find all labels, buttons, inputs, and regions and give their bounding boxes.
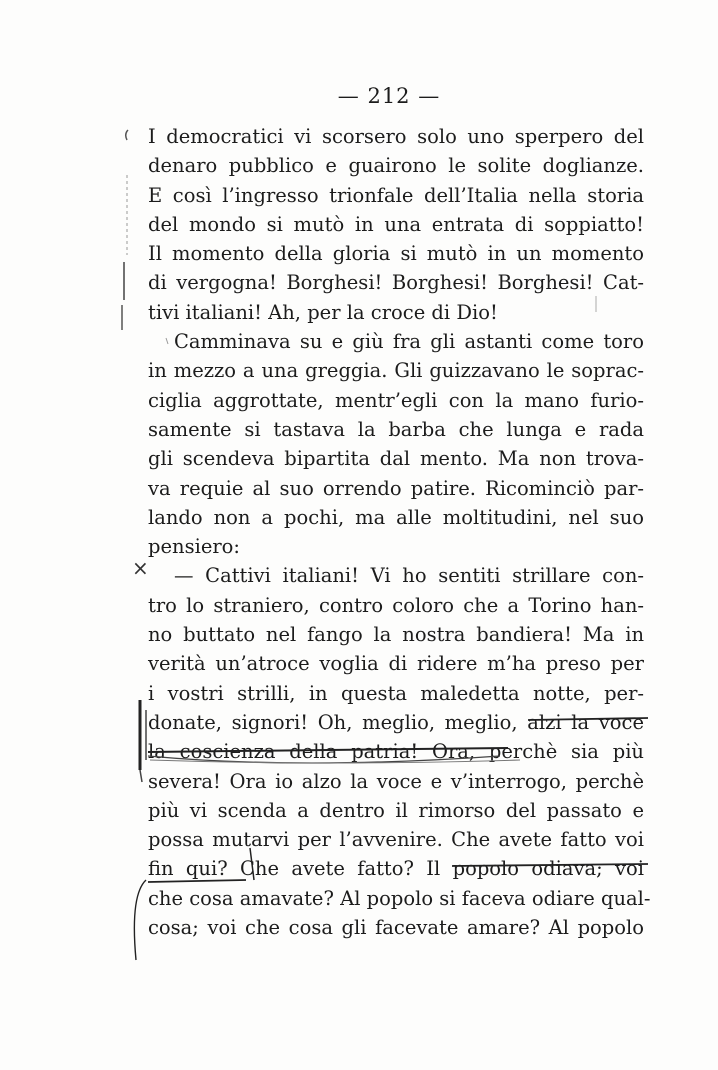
text-line: pensiero: — [148, 535, 240, 559]
text-line: verità un’atroce voglia di ridere m’ha preso per — [148, 652, 644, 676]
text-line: di vergogna! Borghesi! Borghesi! Borghesi! Cat- — [148, 271, 644, 295]
text-line: no buttato nel fango la nostra bandiera! Ma in — [148, 623, 644, 647]
text-line: i vostri strilli, in questa maledetta notte, per- — [148, 681, 644, 705]
text-line: Il momento della gloria si mutò in un momento — [148, 242, 644, 266]
cross-mark: × — [132, 556, 149, 580]
margin-bracket-line — [126, 130, 128, 140]
text-line: lando non a pochi, ma alle moltitudini, nel suo — [148, 505, 644, 529]
text-line: che cosa amavate? Al popolo si faceva odiare qual- — [148, 886, 651, 910]
text-line: possa mutarvi per l’avvenire. Che avete fatto voi — [148, 828, 644, 852]
text-line: del mondo si mutò in una entrata di soppiatto! — [148, 212, 644, 236]
text-line: donate, signori! Oh, meglio, meglio, alzi la voce — [148, 710, 644, 734]
page-number: — 212 — — [337, 84, 441, 108]
text-line: cosa; voi che cosa gli facevate amare? Al popolo — [148, 916, 644, 940]
body-text — [148, 122, 651, 942]
text-line: va requie al suo orrendo patire. Ricominciò par- — [148, 476, 644, 500]
text-line: gli scendeva bipartita dal mento. Ma non trova- — [148, 447, 644, 471]
margin-curve — [134, 880, 146, 960]
text-line: — Cattivi italiani! Vi ho sentiti strillare con- — [174, 564, 644, 588]
text-line: fin qui? Che avete fatto? Il popolo odiava; voi — [148, 857, 644, 881]
text-line: Camminava su e giù fra gli astanti come toro — [174, 330, 644, 354]
text-line: I democratici vi scorsero solo uno sperpero del — [148, 125, 644, 148]
text-line: denaro pubblico e guairono le solite doglianze. — [148, 154, 644, 178]
text-line: tro lo straniero, contro coloro che a Torino han- — [148, 593, 644, 617]
text-line: E così l’ingresso trionfale dell’Italia nella storia — [148, 183, 644, 207]
text-line: in mezzo a una greggia. Gli guizzavano le soprac- — [148, 359, 644, 383]
text-line: più vi scenda a dentro il rimorso del passato e — [148, 798, 644, 822]
text-line: severa! Ora io alzo la voce e v’interrogo, perchè — [148, 769, 644, 793]
text-line: ciglia aggrottate, mentr’egli con la mano furio- — [148, 388, 644, 412]
text-line: tivi italiani! Ah, per la croce di Dio! — [148, 300, 498, 324]
text-line: samente si tastava la barba che lunga e rada — [148, 417, 644, 441]
margin-bracket-line — [140, 770, 142, 782]
text-line: la coscienza della patria! Ora, perchè sia più — [148, 740, 644, 764]
